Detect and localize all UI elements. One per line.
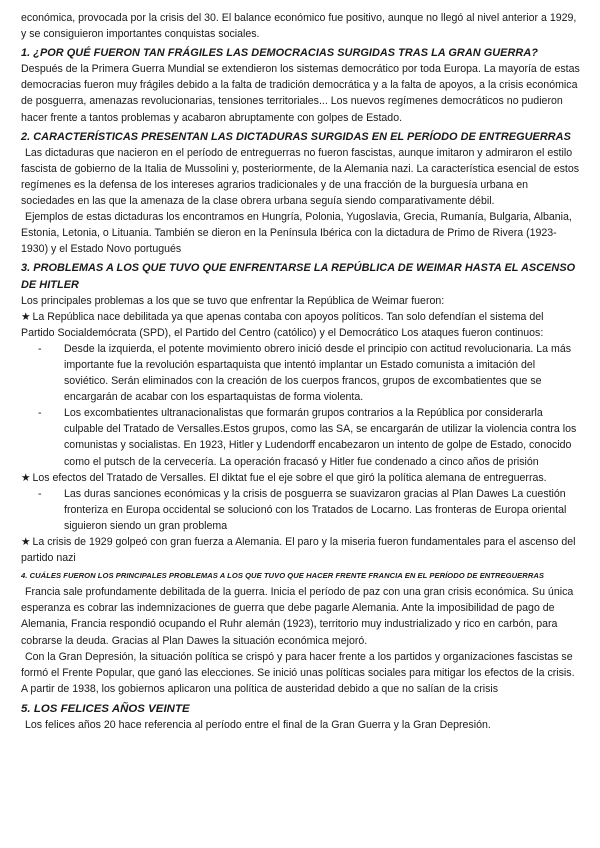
section-5-heading: 5. LOS FELICES AÑOS VEINTE [21, 702, 190, 715]
bullet-item [21, 309, 580, 341]
dash-text: Las duras sanciones económicas y la crisis de posguerra se suavizaron gracias al Plan Dawes La cuestión fronteriza en Europa occidental se solucionó con los Tratados de Locarno. Las fronteras de Europa oriental siguieron siendo un gran problema [64, 487, 567, 532]
dash-item [21, 486, 580, 534]
star-bullet-icon: ★ [21, 536, 31, 548]
bullet-text: Los efectos del Tratado de Versalles. El diktat fue el eje sobre el que giró la política alemana de entreguerras. [32, 471, 547, 484]
dash-item [21, 405, 580, 469]
dash-text: Los excombatientes ultranacionalistas que formarán grupos contrarios a la República por considerarla culpable del Tratado de Versalles.Estos grupos, como las SA, se encargarán de utilizar la violencia contra los comunistas y socialistas. En 1923, Hitler y Ludendorff encabezaron un intento de golpe de Estado, conocido como el putsch de la cervecería. La operación fracasó y Hitler fue condenado a cinco años de prisión [64, 407, 577, 468]
section-3-heading: 3. PROBLEMAS A LOS QUE TUVO QUE ENFRENTARSE LA REPÚBLICA DE WEIMAR HASTA EL ASCENSO DE HITLER [21, 262, 576, 291]
star-bullet-icon: ★ [21, 471, 31, 484]
section-1-paragraph: Después de la Primera Guerra Mundial se extendieron los sistemas democrático por toda Europa. La mayoría de estas democracias fueron muy frágiles debido a la falta de tradición democrática y a la falta de apoyos, a la crisis económica de posguerra, amenazas revolucionarias, tensiones territoriales... Los nuevos regímenes democráticos no pudieron hacer frente a tantos problemas y acabaron abruptamente con golpes de Estado. [21, 63, 580, 124]
bullet-item [21, 470, 580, 486]
dash-bullet-icon: - [38, 342, 42, 355]
section-2-heading: 2. CARACTERÍSTICAS PRESENTAN LAS DICTADURAS SURGIDAS EN EL PERÍODO DE ENTREGUERRAS [21, 130, 571, 143]
dash-bullet-icon: - [38, 407, 42, 420]
dash-item [21, 341, 580, 405]
section-4-heading: 4. CUÁLES FUERON LOS PRINCIPALES PROBLEMAS A LOS QUE TUVO QUE HACER FRENTE FRANCIA EN EL PERÍODO DE ENTREGUERRAS [21, 571, 544, 581]
dash-bullet-icon: - [38, 487, 42, 500]
star-bullet-icon: ★ [21, 310, 31, 323]
intro-paragraph: económica, provocada por la crisis del 30. El balance económico fue positivo, aunque no llegó al nivel anterior a 1929, y se consiguieron importantes conquistas sociales. [21, 12, 577, 41]
bullet-text: La República nace debilitada ya que apenas contaba con apoyos políticos. Tan solo defendían el sistema del Partido Socialdemócrata (SPD), el Partido del Centro (católico) y el Democrático Los ataques fueron continuos: [21, 310, 544, 339]
section-4-paragraph-2: Con la Gran Depresión, la situación política se crispó y para hacer frente a los partidos y organizaciones fascistas se formó el Frente Popular, que ganó las elecciones. Se inició unas políticas sociales para mitigar los efectos de la crisis. A partir de 1938, los gobiernos aplicaron una política de austeridad debido a que no salían de la crisis [21, 650, 575, 695]
section-4-paragraph-1: Francia sale profundamente debilitada de la guerra. Inicia el período de paz con una gran crisis económica. Su única esperanza es cobrar las indemnizaciones de guerra que debe pagarle Alemania. Ante la imposibilidad de pago de Alemania, Francia respondió ocupando el Ruhr alemán (1923), territorio muy industrializado y rico en carbón, para cobrarse la deuda. Gracias al Plan Dawes la situación económica mejoró. [21, 586, 574, 647]
bullet-text: La crisis de 1929 golpeó con gran fuerza a Alemania. El paro y la miseria fueron fundamentales para el ascenso del partido nazi [21, 536, 576, 565]
section-2-paragraph-2: Ejemplos de estas dictaduras los encontramos en Hungría, Polonia, Yugoslavia, Grecia, Rumanía, Bulgaria, Albania, Estonia, Letonia, o Lituania. También se dieron en la Península Ibérica con la dictadura de Primo de Rivera (1923-1930) y el Estado Novo portugués [21, 211, 572, 256]
section-2-paragraph-1: Las dictaduras que nacieron en el período de entreguerras no fueron fascistas, aunque imitaron y admiraron el estilo fascista de gobierno de la Italia de Mussolini y, posteriormente, de la Alemania nazi. La característica esencial de estos regímenes es la defensa de los intereses agrarios tradicionales y de una fracción de la burguesía urbana en sociedades en las que la amenaza de la clase obrera urbana seguía siendo comparativamente débil. [21, 146, 580, 208]
dash-text: Desde la izquierda, el potente movimiento obrero inició desde el principio con actitud revolucionaria. La más importante fue la revolución espartaquista que intentó implantar un Estado comunista a imitación del soviético. Serán eliminados con la creación de los cuerpos francos, grupos de excombatientes que se encargarán de acabar con los espartaquistas de forma violenta. [64, 342, 572, 404]
section-5-paragraph: Los felices años 20 hace referencia al período entre el final de la Gran Guerra y la Gran Depresión. [25, 719, 491, 732]
section-3-intro: Los principales problemas a los que se tuvo que enfrentar la República de Weimar fueron: [21, 294, 445, 307]
bullet-item [21, 534, 580, 566]
section-1-heading: 1. ¿POR QUÉ FUERON TAN FRÁGILES LAS DEMOCRACIAS SURGIDAS TRAS LA GRAN GUERRA? [21, 47, 538, 60]
